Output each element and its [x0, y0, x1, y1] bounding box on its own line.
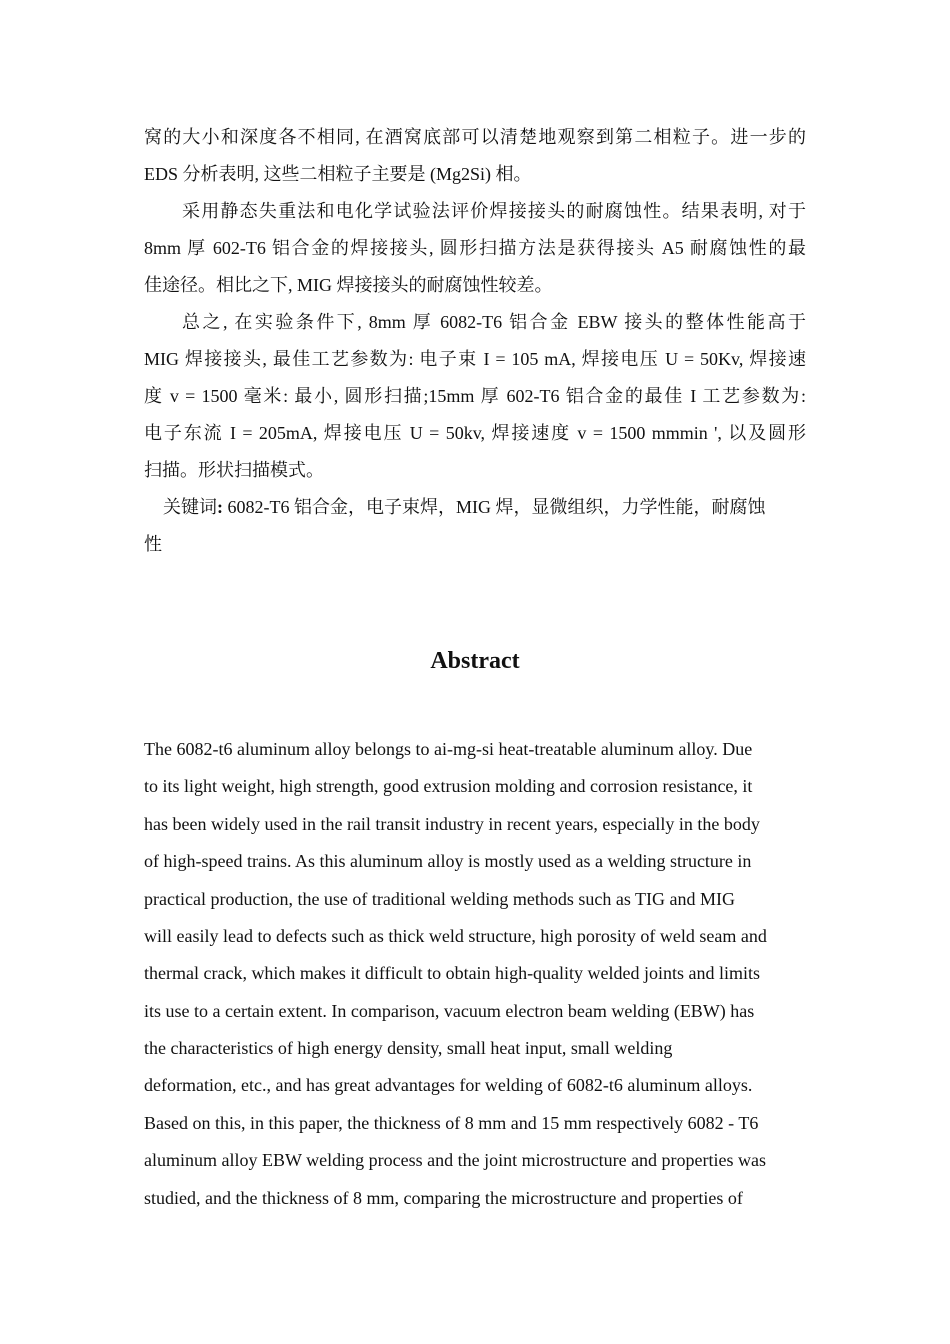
abstract-line-2: to its light weight, high strength, good extrusion molding and corrosion resistance, it — [144, 776, 753, 796]
cn-line-2: EDS 分析表明, 这些二相粒子主要是 (Mg2Si) 相。 — [144, 164, 532, 184]
abstract-line-12: aluminum alloy EBW welding process and the joint microstructure and properties was — [144, 1150, 767, 1170]
cn-line-10: 扫描。形状扫描模式。 — [144, 460, 324, 480]
abstract-line-8: its use to a certain extent. In comparison, vacuum electron beam welding (EBW) has — [144, 1001, 755, 1021]
keywords-colon: : — [217, 497, 223, 517]
keywords-line — [163, 494, 766, 520]
abstract-line-1: The 6082-t6 aluminum alloy belongs to ai-mg-si heat-treatable aluminum alloy. Due — [144, 739, 753, 759]
keywords-text: 6082-T6 铝合金，电子束焊，MIG 焊，显微组织，力学性能，耐腐蚀 — [223, 497, 766, 517]
keywords-line-2: 性 — [144, 534, 162, 554]
cn-line-8: 度 v = 1500 毫米: 最小, 圆形扫描;15mm 厚 602-T6 铝合金的最佳 I 工艺参数为: — [144, 386, 806, 406]
abstract-line-10: deformation, etc., and has great advantages for welding of 6082-t6 aluminum alloys. — [144, 1075, 753, 1095]
abstract-line-7: thermal crack, which makes it difficult to obtain high-quality welded joints and limits — [144, 963, 761, 983]
abstract-line-3: has been widely used in the rail transit industry in recent years, especially in the body — [144, 814, 760, 834]
cn-line-3: 采用静态失重法和电化学试验法评价焊接接头的耐腐蚀性。结果表明, 对于 — [182, 201, 806, 221]
cn-line-4: 8mm 厚 602-T6 铝合金的焊接接头, 圆形扫描方法是获得接头 A5 耐腐蚀性的最 — [144, 238, 806, 258]
abstract-line-5: practical production, the use of traditional welding methods such as TIG and MIG — [144, 889, 736, 909]
abstract-line-4: of high-speed trains. As this aluminum alloy is mostly used as a welding structure in — [144, 851, 752, 871]
cn-line-1: 窝的大小和深度各不相同, 在酒窝底部可以清楚地观察到第二相粒子。进一步的 — [144, 127, 806, 147]
cn-line-6: 总之, 在实验条件下, 8mm 厚 6082-T6 铝合金 EBW 接头的整体性能高于 — [182, 312, 806, 332]
abstract-heading: Abstract — [430, 648, 520, 674]
abstract-line-6: will easily lead to defects such as thick weld structure, high porosity of weld seam and — [144, 926, 767, 946]
abstract-line-13: studied, and the thickness of 8 mm, comparing the microstructure and properties of — [144, 1188, 743, 1208]
cn-line-7: MIG 焊接接头, 最佳工艺参数为: 电子束 I = 105 mA, 焊接电压 U = 50Kv, 焊接速 — [144, 349, 806, 369]
abstract-line-9: the characteristics of high energy density, small heat input, small welding — [144, 1038, 673, 1058]
cn-line-5: 佳途径。相比之下, MIG 焊接接头的耐腐蚀性较差。 — [144, 275, 553, 295]
cn-line-9: 电子东流 I = 205mA, 焊接电压 U = 50kv, 焊接速度 v = 1500 mmmin ', 以及圆形 — [144, 423, 806, 443]
abstract-line-11: Based on this, in this paper, the thickness of 8 mm and 15 mm respectively 6082 - T6 — [144, 1113, 759, 1133]
keywords-label: 关键词 — [163, 497, 217, 517]
